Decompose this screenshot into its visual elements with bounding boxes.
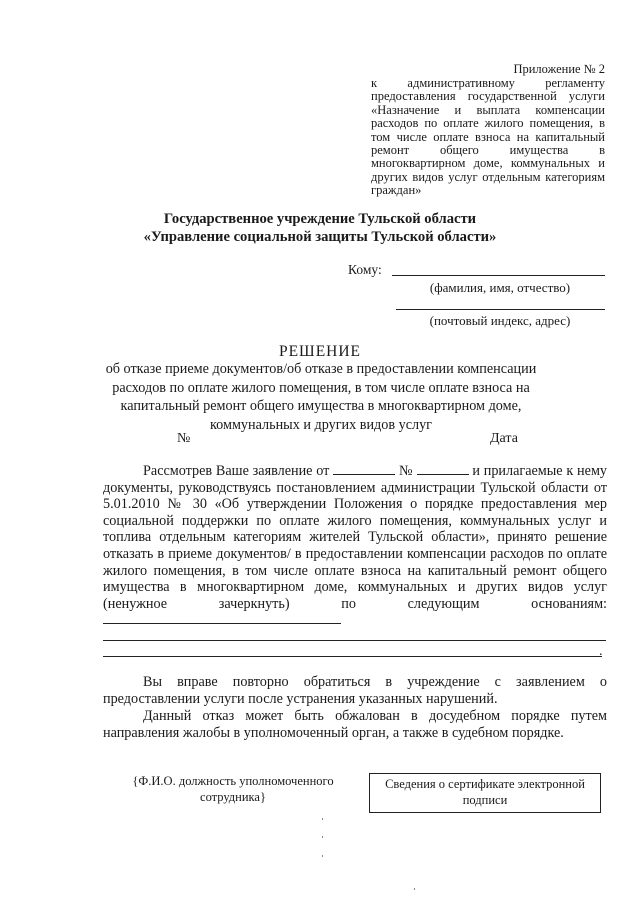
grounds-line-end: .	[599, 644, 603, 659]
scan-speck	[322, 818, 323, 820]
paragraph-start: Рассмотрев Ваше заявление от	[143, 463, 330, 479]
certificate-box	[369, 773, 601, 813]
reapply-paragraph: Вы вправе повторно обратиться в учреждение с заявлением о предоставлении услуги после устранения указанных нарушений.	[103, 674, 607, 707]
paragraph-number-sign: №	[398, 463, 413, 479]
date-label: Дата	[490, 431, 518, 446]
grounds-line-1	[103, 640, 606, 641]
appendix-title: Приложение № 2	[513, 62, 605, 76]
grounds-blank	[103, 612, 341, 624]
institution-line-2: «Управление социальной защиты Тульской области»	[143, 229, 497, 245]
scan-speck	[322, 836, 323, 838]
grounds-line-2	[103, 656, 602, 657]
document-title: РЕШЕНИЕ	[278, 343, 362, 360]
institution-line-1: Государственное учреждение Тульской области	[163, 211, 477, 227]
appeal-paragraph: Данный отказ может быть обжалован в досудебном порядке путем направления жалобы в уполномоченный орган, а также в судебном порядке.	[103, 708, 607, 741]
scan-speck	[414, 888, 415, 890]
paragraph-rest: и прилагаемые к нему документы, руководствуясь постановлением администрации Тульской области от 5.01.2010 № 30 «Об утверждении Положения о порядке предоставления мер социальной поддержки по оплате жилого помещения, коммунальных услуг и топлива отдельным категориям жителей Тульской области», принято решение отказать в приеме документов/ в предоставлении компенсации расходов по оплате жилого помещения, в том числе оплате взноса на капитальный ремонт общего имущества в многоквартирном доме, коммунальных и других видов услуг (ненужное зачеркнуть) по следующим основаниям:	[103, 463, 608, 612]
document-subtitle: об отказе приеме документов/об отказе в предоставлении компенсации расходов по оплате жилого помещения, в том числе оплате взноса на капитальный ремонт общего имущества в многоквартирном доме, коммунальных и других видов услуг	[105, 361, 537, 433]
appendix-text: к административному регламенту предоставления государственной услуги «Назначение и выплата компенсации расходов по оплате жилого помещения, в том числе оплате взноса на капитальный ремонт общего имущества в многоквартирном доме, коммунальных и других видов услуг отдельным категориям граждан»	[371, 76, 605, 198]
main-paragraph	[103, 463, 607, 629]
recipient-address-line	[396, 309, 605, 310]
recipient-name-line	[392, 275, 605, 276]
to-label: Кому:	[348, 262, 382, 277]
signer-placeholder: {Ф.И.О. должность уполномоченного сотрудника}	[132, 774, 334, 804]
certificate-text: Сведения о сертификате электронной подписи	[385, 777, 585, 807]
application-number-blank	[417, 463, 469, 475]
number-label: №	[177, 431, 191, 446]
scan-speck	[322, 855, 323, 857]
application-date-blank	[333, 463, 395, 475]
address-hint: (почтовый индекс, адрес)	[429, 313, 571, 328]
fio-hint: (фамилия, имя, отчество)	[429, 280, 571, 295]
institution-header	[60, 210, 580, 246]
